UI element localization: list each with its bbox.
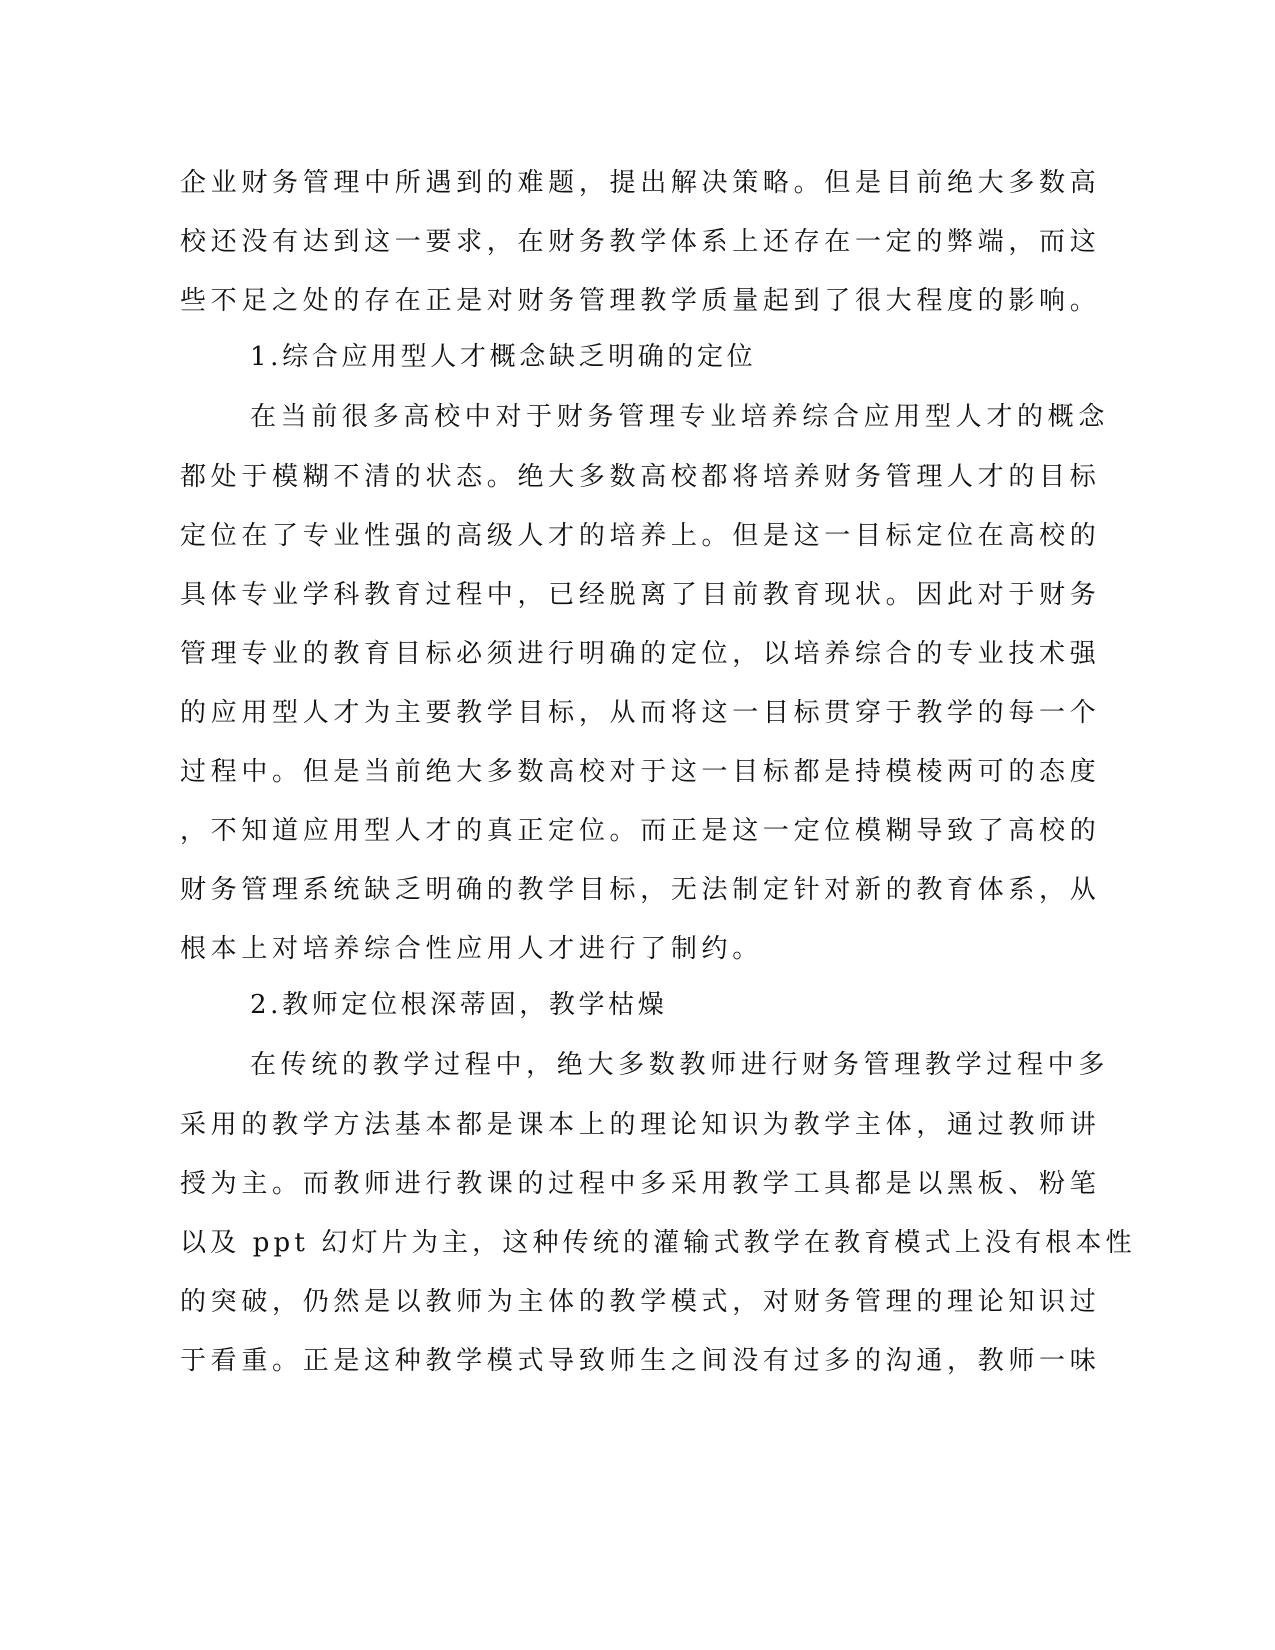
text-line-5: 在当前很多高校中对于财务管理专业培养综合应用型人才的概念 [250, 402, 1110, 432]
text-line-10: 的应用型人才为主要教学目标，从而将这一目标贯穿于教学的每一个 [180, 698, 1101, 728]
text-line-11: 过程中。但是当前绝大多数高校对于这一目标都是持模棱两可的态度 [180, 757, 1101, 787]
text-line-20: 的突破，仍然是以教师为主体的教学模式，对财务管理的理论知识过 [180, 1287, 1101, 1317]
text-line-21: 于看重。正是这种教学模式导致师生之间没有过多的沟通，教师一味 [180, 1346, 1101, 1376]
text-line-3: 些不足之处的存在正是对财务管理教学质量起到了很大程度的影响。 [180, 286, 1101, 316]
text-line-13: 财务管理系统缺乏明确的教学目标，无法制定针对新的教育体系，从 [180, 875, 1101, 905]
text-line-16: 在传统的教学过程中，绝大多数教师进行财务管理教学过程中多 [250, 1050, 1110, 1080]
text-line-14: 根本上对培养综合性应用人才进行了制约。 [180, 934, 763, 964]
text-line-6: 都处于模糊不清的状态。绝大多数高校都将培养财务管理人才的目标 [180, 462, 1101, 492]
text-line-1: 企业财务管理中所遇到的难题，提出解决策略。但是目前绝大多数高 [180, 168, 1101, 198]
text-line-18: 授为主。而教师进行教课的过程中多采用教学工具都是以黑板、粉笔 [180, 1169, 1101, 1199]
section-heading-2: 2.教师定位根深蒂固，教学枯燥 [250, 990, 668, 1020]
text-line-12: ，不知道应用型人才的真正定位。而正是这一定位模糊导致了高校的 [180, 816, 1101, 846]
text-line-7: 定位在了专业性强的高级人才的培养上。但是这一目标定位在高校的 [180, 521, 1101, 551]
text-line-17: 采用的教学方法基本都是课本上的理论知识为教学主体，通过教师讲 [180, 1110, 1101, 1140]
text-line-19: 以及 ppt 幻灯片为主，这种传统的灌输式教学在教育模式上没有根本性 [180, 1228, 1136, 1258]
section-heading-1: 1.综合应用型人才概念缺乏明确的定位 [250, 342, 757, 372]
text-line-8: 具体专业学科教育过程中，已经脱离了目前教育现状。因此对于财务 [180, 580, 1101, 610]
text-line-2: 校还没有达到这一要求，在财务教学体系上还存在一定的弊端，而这 [180, 227, 1101, 257]
text-line-9: 管理专业的教育目标必须进行明确的定位，以培养综合的专业技术强 [180, 639, 1101, 669]
